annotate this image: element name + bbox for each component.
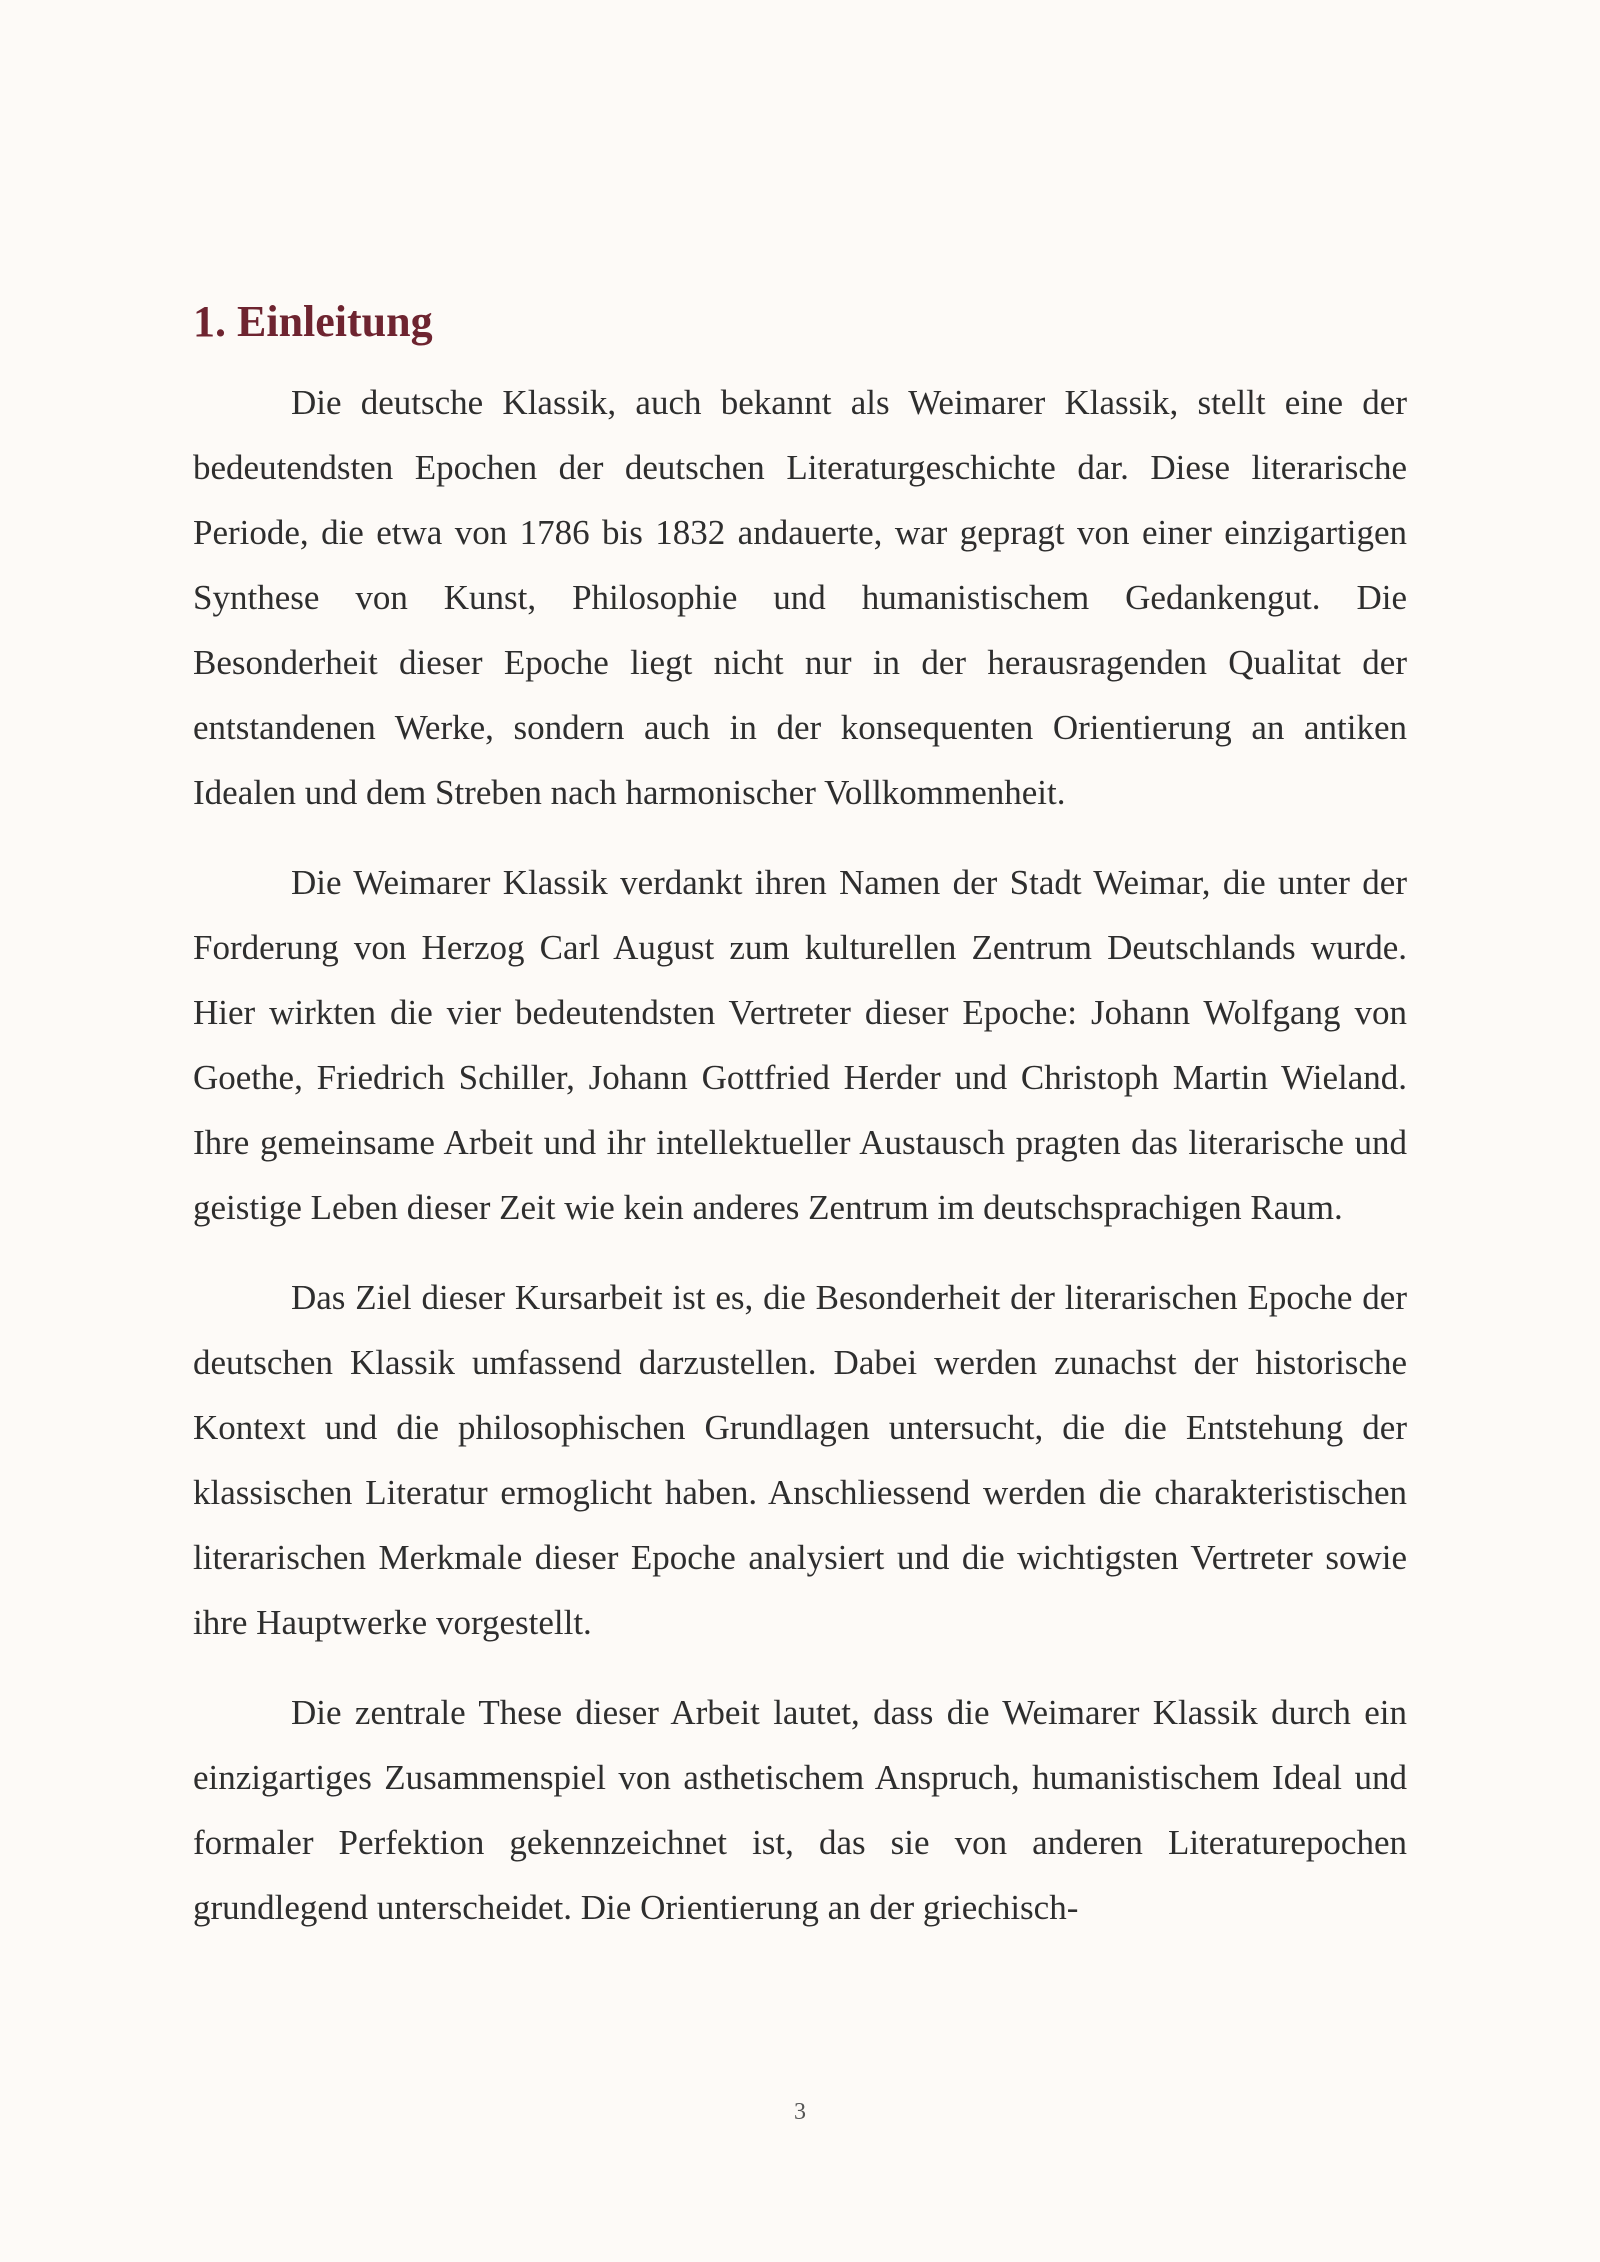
paragraph-4: Die zentrale These dieser Arbeit lautet, dass die Weimarer Klassik durch ein einzigartiges Zusammenspiel von asthetischem Anspruch, humanistischem Ideal und formaler Perfektion gekennzeichnet ist, das sie von anderen Literaturepochen grundlegend unterscheidet. Die Orientierung an der griechisch- [193,1693,1407,1927]
paragraph-3: Das Ziel dieser Kursarbeit ist es, die Besonderheit der literarischen Epoche der deutschen Klassik umfassend darzustellen. Dabei werden zunachst der historische Kontext und die philosophischen Grundlagen untersucht, die die Entstehung der klassischen Literatur ermoglicht haben. Anschliessend werden die charakteristischen literarischen Merkmale dieser Epoche analysiert und die wichtigsten Vertreter sowie ihre Hauptwerke vorgestellt. [193,1278,1407,1642]
page-content [193,292,1407,1965]
paragraph-1: Die deutsche Klassik, auch bekannt als Weimarer Klassik, stellt eine der bedeutendsten Epochen der deutschen Literaturgeschichte dar. Diese literarische Periode, die etwa von 1786 bis 1832 andauerte, war gepragt von einer einzigartigen Synthese von Kunst, Philosophie und humanistischem Gedankengut. Die Besonderheit dieser Epoche liegt nicht nur in der herausragenden Qualitat der entstandenen Werke, sondern auch in der konsequenten Orientierung an antiken Idealen und dem Streben nach harmonischer Vollkommenheit. [193,383,1407,812]
section-heading: 1. Einleitung [193,297,433,346]
page-number: 3 [794,2099,806,2125]
paragraph-2: Die Weimarer Klassik verdankt ihren Namen der Stadt Weimar, die unter der Forderung von Herzog Carl August zum kulturellen Zentrum Deutschlands wurde. Hier wirkten die vier bedeutendsten Vertreter dieser Epoche: Johann Wolfgang von Goethe, Friedrich Schiller, Johann Gottfried Herder und Christoph Martin Wieland. Ihre gemeinsame Arbeit und ihr intellektueller Austausch pragten das literarische und geistige Leben dieser Zeit wie kein anderes Zentrum im deutschsprachigen Raum. [193,863,1407,1227]
